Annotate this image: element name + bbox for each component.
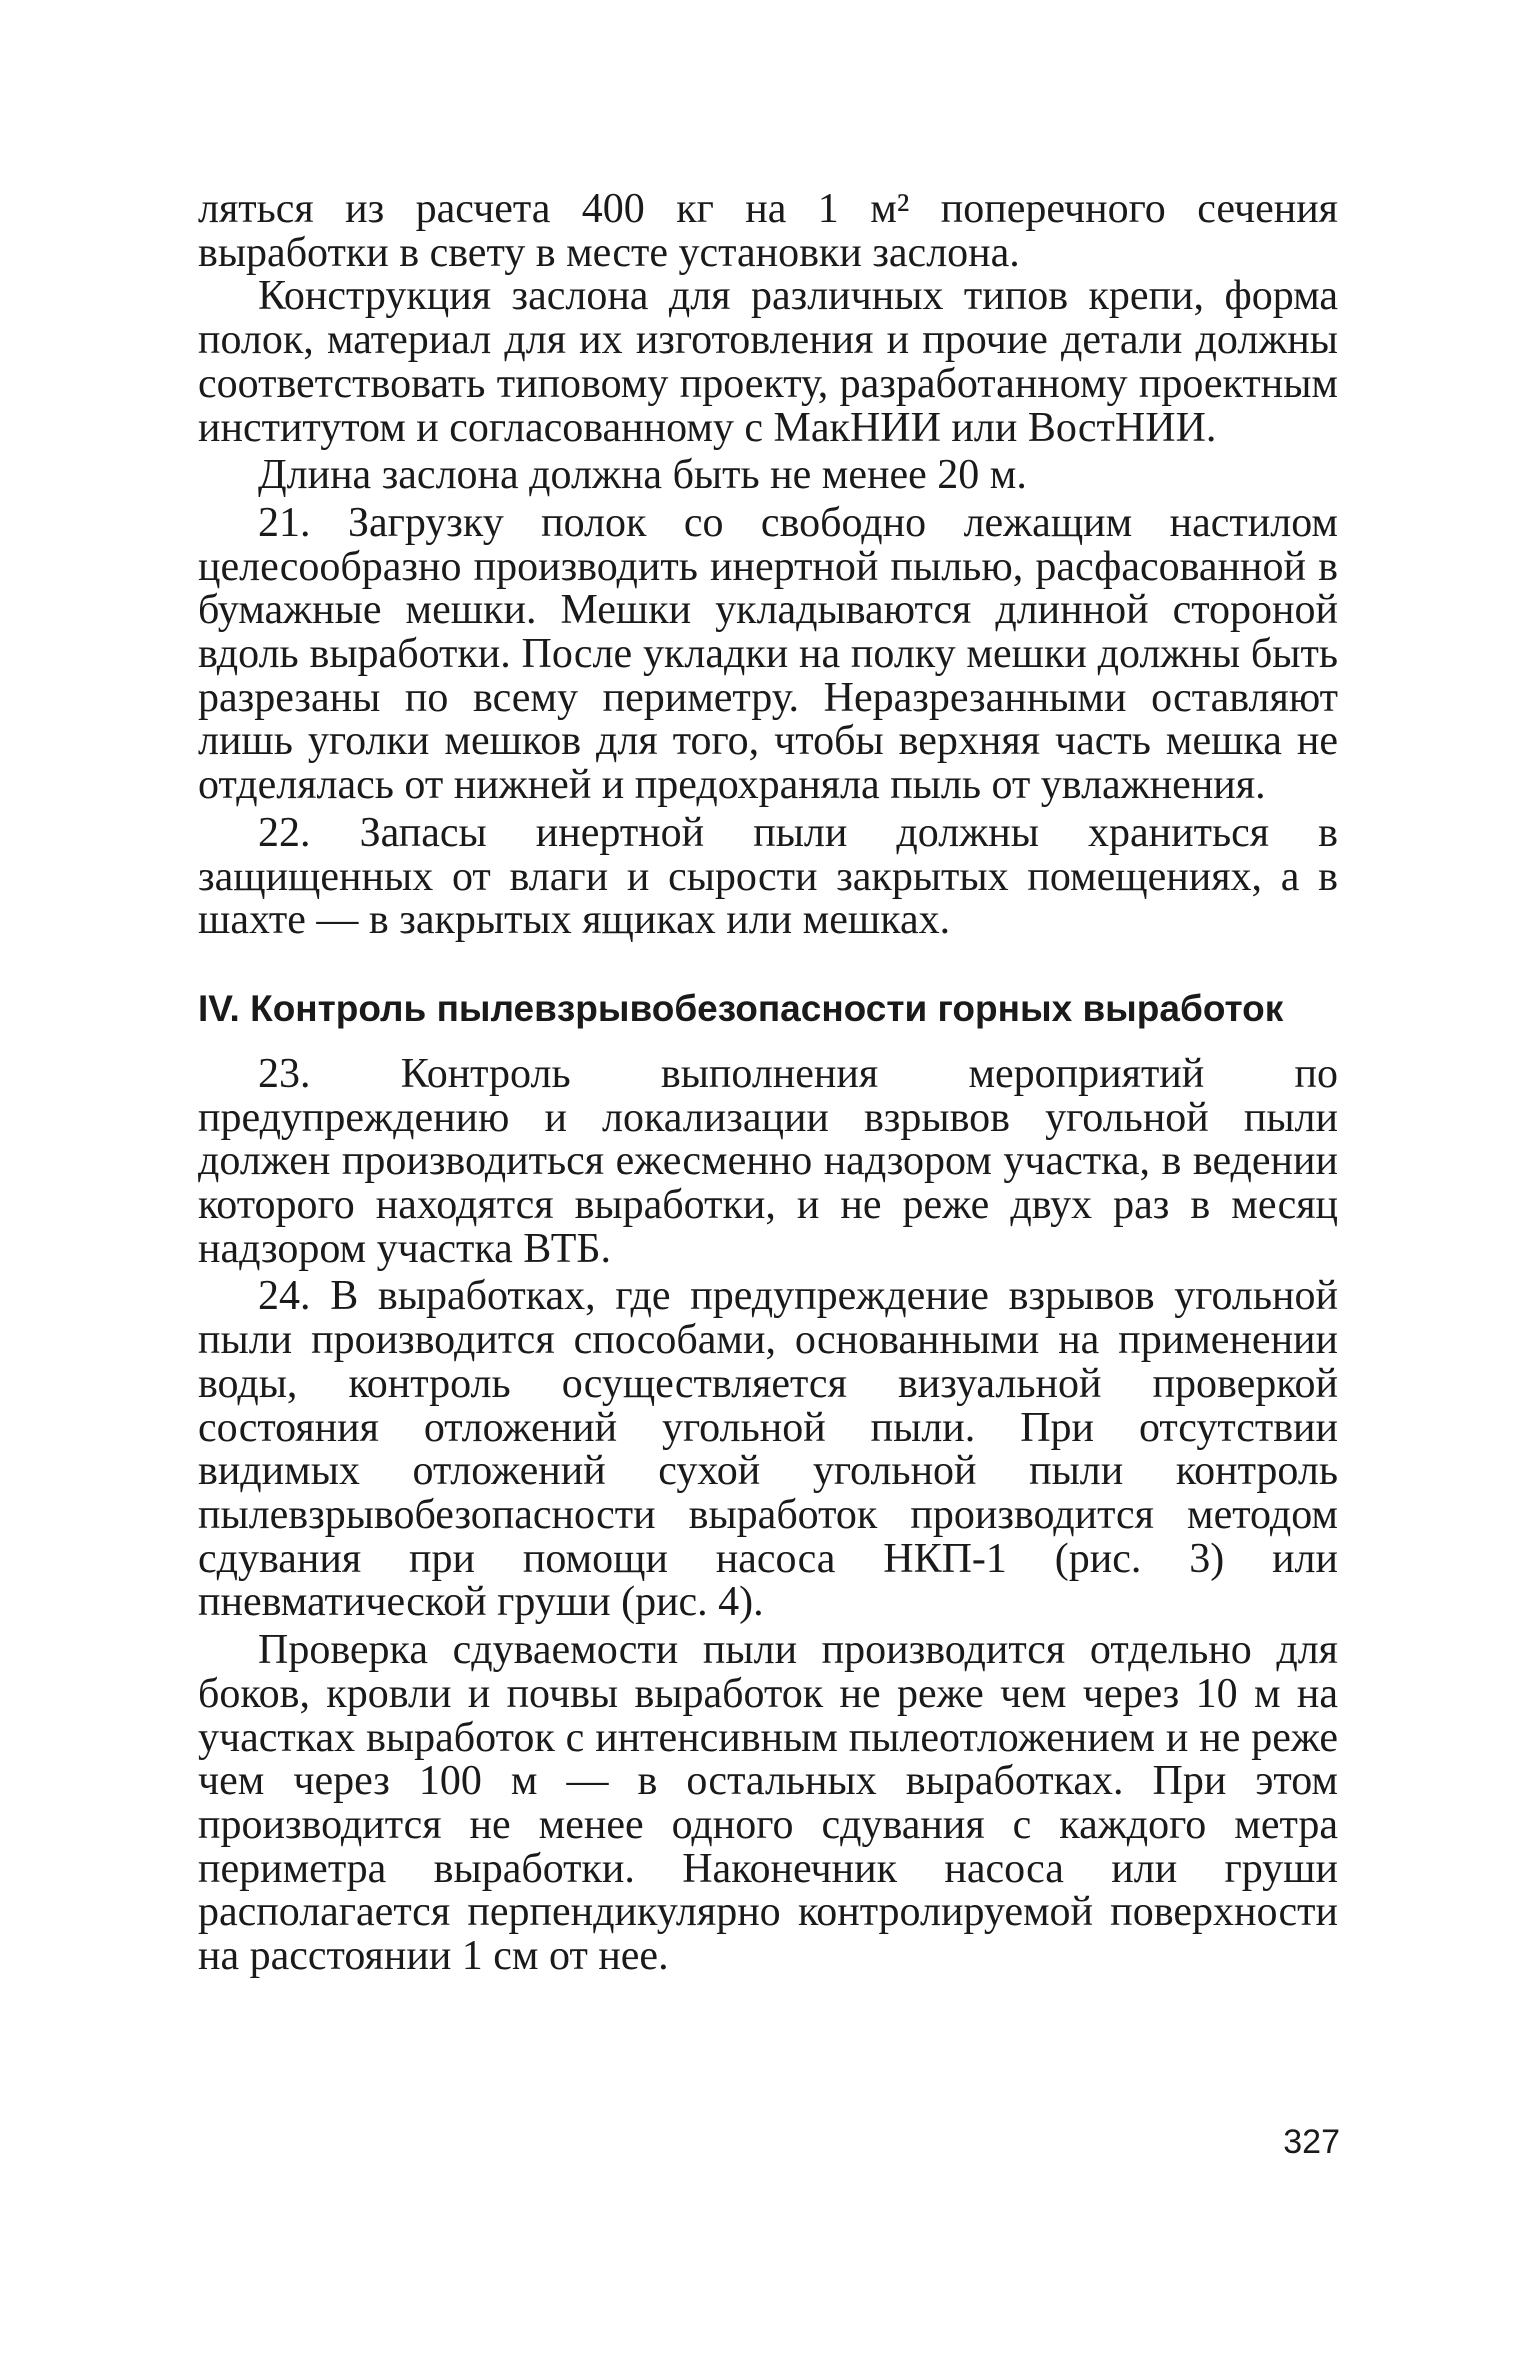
section-heading: IV. Контроль пылевзрывобезопасности горных выработок <box>198 987 1284 1029</box>
paragraph-item-24: 24. В выработках, где предупреждение взрывов угольной пыли производится способами, основанными на применении воды, контроль осуществляется визуальной проверкой состояния отложений угольной пыли. При отсутствии видимых отложений сухой угольной пыли контроль пылевзрывобезопасности выработок производится методом сдувания при помощи насоса НКП-1 (рис. 3) или пневматической груши (рис. 4). <box>198 1273 1338 1626</box>
page-number: 327 <box>1283 2123 1340 2161</box>
body-text <box>198 188 1338 1979</box>
paragraph-item-21: 21. Загрузку полок со свободно лежащим настилом целесообразно производить инертной пылью, расфасованной в бумажные мешки. Мешки укладываются длинной стороной вдоль выработки. После укладки на полку мешки должны быть разрезаны по всему периметру. Неразрезанными оставляют лишь уголки мешков для того, чтобы верхняя часть мешка не отделялась от нижней и предохраняла пыль от увлажнения. <box>198 499 1338 809</box>
paragraph-continuation: ляться из расчета 400 кг на 1 м² поперечного сечения выработки в свету в месте установки заслона. <box>198 186 1338 276</box>
paragraph-item-22: 22. Запасы инертной пыли должны храниться в защищенных от влаги и сырости закрытых помещениях, а в шахте — в закрытых ящиках или мешках. <box>198 809 1338 944</box>
paragraph-item-23: 23. Контроль выполнения мероприятий по предупреждению и локализации взрывов угольной пыли должен производиться ежесменно надзором участка, в ведении которого находятся выработки, и не реже двух раз в месяц надзором участка ВТБ. <box>198 1050 1338 1272</box>
paragraph-zaslon-construction: Конструкция заслона для различных типов крепи, форма полок, материал для их изготовления и прочие детали должны соответствовать типовому проекту, разработанному проектным институтом и согласованному с МакНИИ или ВостНИИ. <box>198 273 1338 451</box>
paragraph-zaslon-length: Длина заслона должна быть не менее 20 м. <box>258 452 1027 499</box>
paragraph-dust-check: Проверка сдуваемости пыли производится отдельно для боков, кровли и почвы выработок не реже чем через 10 м на участках выработок с интенсивным пылеотложением и не реже чем через 100 м — в остальных выработках. При этом производится не менее одного сдувания с каждого метра периметра выработки. Наконечник насоса или груши располагается перпендикулярно контролируемой поверхности на расстоянии 1 см от нее. <box>198 1627 1338 1980</box>
